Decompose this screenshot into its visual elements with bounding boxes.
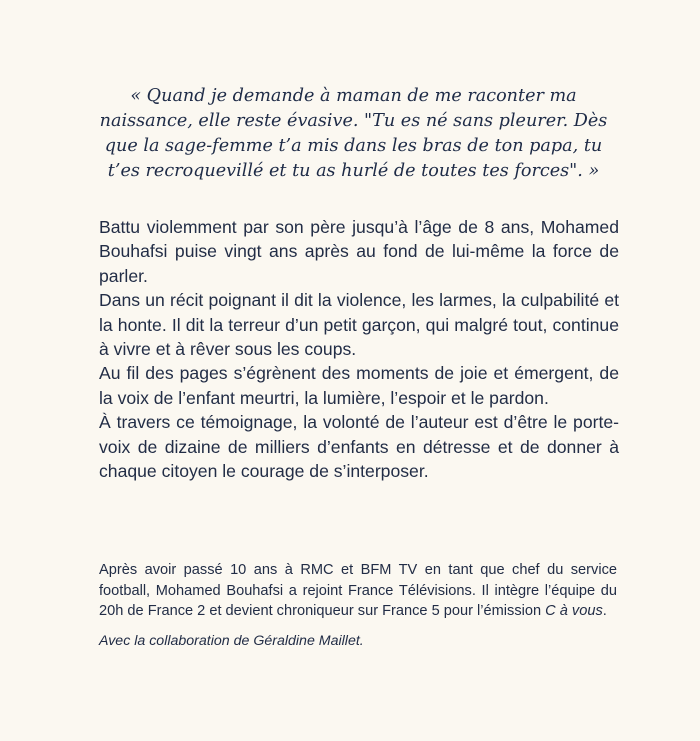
author-bio-paragraph [99,560,617,622]
epigraph-quote: « Quand je demande à maman de me raconter ma naissance, elle reste évasive. "Tu es né sans pleurer. Dès que la sage-femme t’a mis dans les bras de ton papa, tu t’es recroquevillé et tu as hurlé de toutes tes forces". » [99,86,608,181]
tv-show-name: C à vous [545,603,603,620]
summary-paragraph-2: Dans un récit poignant il dit la violence, les larmes, la culpabilité et la honte. Il dit la terreur d’un petit garçon, qui malgré tout, continue à vivre et à rêver sous les coups. [99,290,619,360]
author-bio-text: Après avoir passé 10 ans à RMC et BFM TV en tant que chef du service football, Mohamed Bouhafsi a rejoint France Télévisions. Il intègre l’équipe du 20h de France 2 et devient chroniqueur sur France 5 pour l’émission [99,562,617,620]
author-bio-end: . [602,603,607,620]
summary-paragraph-4: À travers ce témoignage, la volonté de l’auteur est d’être le porte-voix de dizaine de milliers d’enfants en détresse et de donner à chaque citoyen le courage de s’interposer. [99,412,619,482]
collaboration-credit: Avec la collaboration de Géraldine Maillet. [99,633,364,649]
summary-paragraph-1: Battu violemment par son père jusqu’à l’âge de 8 ans, Mohamed Bouhafsi puise vingt ans après au fond de lui-même la force de parler. [99,217,619,286]
author-bio [99,560,617,622]
summary-paragraph-3: Au fil des pages s’égrènent des moments de joie et émergent, de la voix de l’enfant meurtri, la lumière, l’espoir et le pardon. [99,363,619,408]
summary-text [99,215,619,483]
